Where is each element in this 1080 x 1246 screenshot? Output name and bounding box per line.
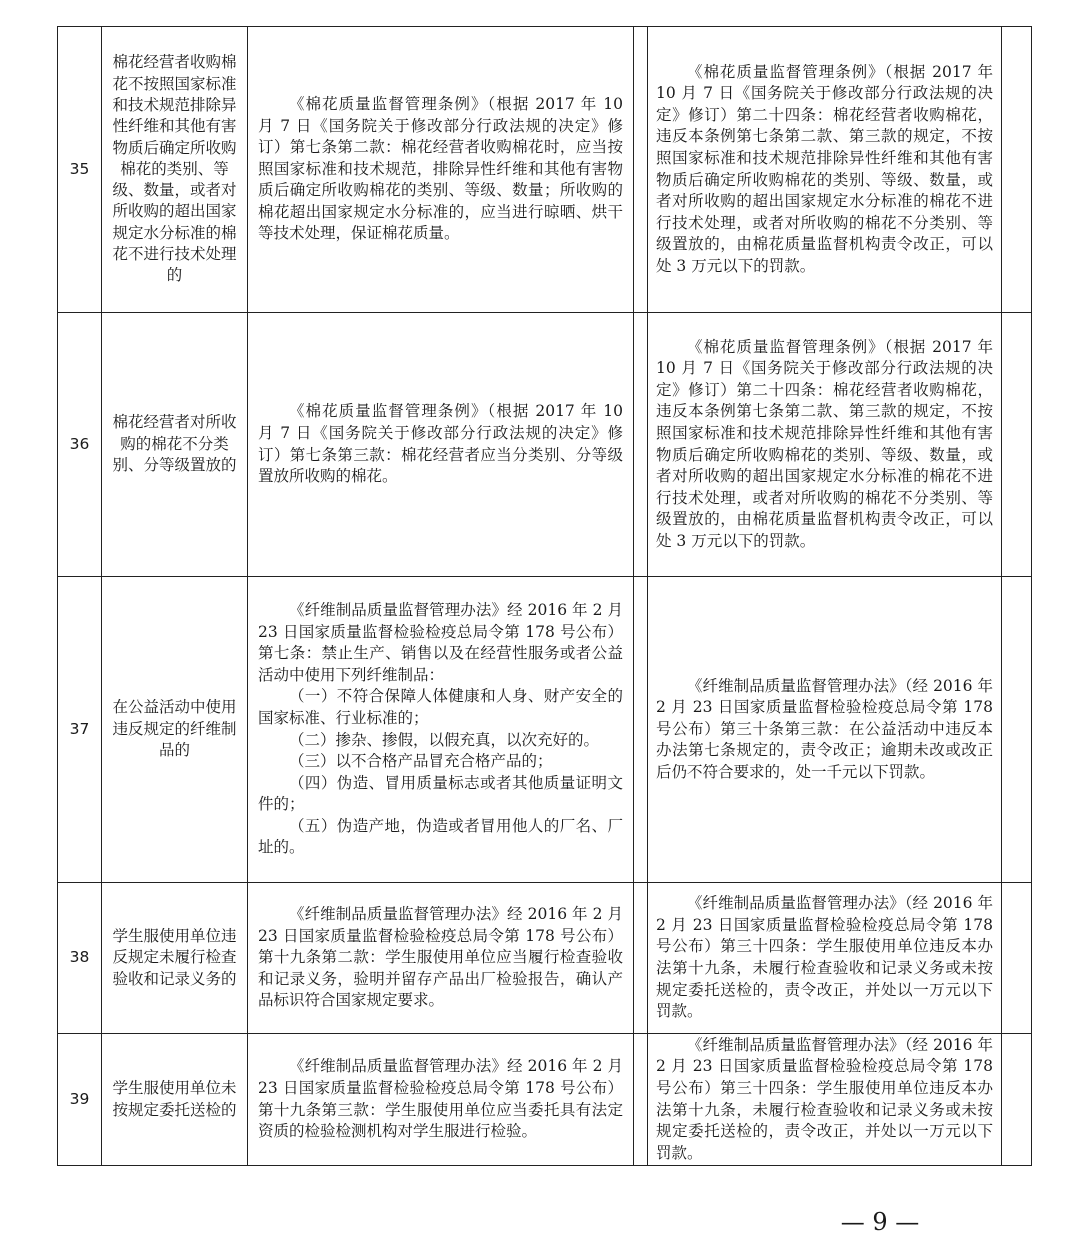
table-row: [58, 577, 1032, 883]
penalty-provision: [648, 883, 1002, 1034]
legal-basis-clause: （三）以不合格产品冒充合格产品的；: [289, 752, 553, 771]
column-divider: [634, 313, 648, 577]
remarks-cell: [1002, 883, 1032, 1034]
legal-basis: [248, 577, 634, 883]
violation-description: 学生服使用单位违反规定未履行检查验收和记录义务的: [102, 883, 248, 1034]
row-number: 37: [58, 577, 102, 883]
penalty-provision: [648, 577, 1002, 883]
remarks-cell: [1002, 313, 1032, 577]
remarks-cell: [1002, 27, 1032, 313]
legal-basis: [248, 27, 634, 313]
remarks-cell: [1002, 577, 1032, 883]
column-divider: [634, 883, 648, 1034]
table-row: [58, 27, 1032, 313]
legal-basis-text: 《棉花质量监督管理条例》（根据 2017 年 10 月 7 日《国务院关于修改部分行政法规的决定》修订）第七条第二款：棉花经营者收购棉花时，应当按照国家标准和技术规范，排除异性纤维和其他有害物质后确定所收购棉花的类别、等级、数量；所收购的棉花超出国家规定水分标准的，应当进行晾晒、烘干等技术处理，保证棉花质量。: [258, 94, 623, 243]
legal-basis: [248, 313, 634, 577]
column-divider: [634, 577, 648, 883]
legal-basis-clause: （二）掺杂、掺假，以假充真，以次充好的。: [289, 730, 600, 749]
violation-description: 在公益活动中使用违反规定的纤维制品的: [102, 577, 248, 883]
row-number: 39: [58, 1034, 102, 1166]
legal-basis-text: 《纤维制品质量监督管理办法》经 2016 年 2 月 23 日国家质量监督检验检疫总局令第 178 号公布）第十九条第三款：学生服使用单位应当委托具有法定资质的检验检测机构对学生服进行检验。: [258, 1057, 623, 1141]
remarks-cell: [1002, 1034, 1032, 1166]
penalty-text: 《棉花质量监督管理条例》（根据 2017 年 10 月 7 日《国务院关于修改部分行政法规的决定》修订）第二十四条：棉花经营者收购棉花，违反本条例第七条第二款、第三款的规定，不按照国家标准和技术规范排除异性纤维和其他有害物质后确定所收购棉花的类别、等级、数量，或者对所收购的超出国家规定水分标准的棉花不进行技术处理，或者对所收购的棉花不分类别、等级置放的，由棉花质量监督机构责令改正，可以处 3 万元以下的罚款。: [656, 62, 993, 275]
legal-basis-text: 《纤维制品质量监督管理办法》经 2016 年 2 月 23 日国家质量监督检验检疫总局令第 178 号公布）第十九条第二款：学生服使用单位应当履行检查验收和记录义务，验明并留存产品出厂检验报告，确认产品标识符合国家规定要求。: [258, 905, 623, 1010]
legal-basis-clause: （五）伪造产地，伪造或者冒用他人的厂名、厂址的。: [258, 816, 623, 857]
penalty-provision: [648, 313, 1002, 577]
legal-basis-clause: （四）伪造、冒用质量标志或者其他质量证明文件的；: [258, 773, 623, 814]
row-number: 35: [58, 27, 102, 313]
page-number: — 9 —: [840, 1208, 920, 1236]
row-number: 38: [58, 883, 102, 1034]
penalty-text: 《棉花质量监督管理条例》（根据 2017 年 10 月 7 日《国务院关于修改部分行政法规的决定》修订）第二十四条：棉花经营者收购棉花，违反本条例第七条第二款、第三款的规定，不按照国家标准和技术规范排除异性纤维和其他有害物质后确定所收购棉花的类别、等级、数量，或者对所收购的超出国家规定水分标准的棉花不进行技术处理，或者对所收购的棉花不分类别、等级置放的，由棉花质量监督机构责令改正，可以处 3 万元以下的罚款。: [656, 337, 993, 550]
penalty-text: 《纤维制品质量监督管理办法》（经 2016 年 2 月 23 日国家质量监督检验检疫总局令第 178 号公布）第三十条第三款：在公益活动中违反本办法第七条规定的，责令改正；逾期未改或改正后仍不符合要求的，处一千元以下罚款。: [656, 676, 993, 781]
violation-description: 棉花经营者收购棉花不按照国家标准和技术规范排除异性纤维和其他有害物质后确定所收购棉花的类别、等级、数量，或者对所收购的超出国家规定水分标准的棉花不进行技术处理的: [102, 27, 248, 313]
legal-basis: [248, 1034, 634, 1166]
column-divider: [634, 27, 648, 313]
penalty-table: [57, 26, 1032, 1166]
penalty-provision: [648, 1034, 1002, 1166]
violation-description: 棉花经营者对所收购的棉花不分类别、分等级置放的: [102, 313, 248, 577]
violation-description: 学生服使用单位未按规定委托送检的: [102, 1034, 248, 1166]
column-divider: [634, 1034, 648, 1166]
penalty-provision: [648, 27, 1002, 313]
table-row: [58, 1034, 1032, 1166]
row-number: 36: [58, 313, 102, 577]
legal-basis: [248, 883, 634, 1034]
table-row: [58, 313, 1032, 577]
table-row: [58, 883, 1032, 1034]
penalty-text: 《纤维制品质量监督管理办法》（经 2016 年 2 月 23 日国家质量监督检验检疫总局令第 178 号公布）第三十四条：学生服使用单位违反本办法第十九条，未履行检查验收和记录义务或未按规定委托送检的，责令改正，并处以一万元以下罚款。: [656, 1035, 993, 1162]
legal-basis-clause: （一）不符合保障人体健康和人身、财产安全的国家标准、行业标准的；: [258, 687, 623, 727]
legal-basis-text: 《纤维制品质量监督管理办法》经 2016 年 2 月 23 日国家质量监督检验检疫总局令第 178 号公布）第七条：禁止生产、销售以及在经营性服务或者公益活动中使用下列纤维制品：: [258, 600, 623, 684]
legal-basis-text: 《棉花质量监督管理条例》（根据 2017 年 10 月 7 日《国务院关于修改部分行政法规的决定》修订）第七条第三款：棉花经营者应当分类别、分等级置放所收购的棉花。: [258, 402, 623, 486]
penalty-text: 《纤维制品质量监督管理办法》（经 2016 年 2 月 23 日国家质量监督检验检疫总局令第 178 号公布）第三十四条：学生服使用单位违反本办法第十九条，未履行检查验收和记录义务或未按规定委托送检的，责令改正，并处以一万元以下罚款。: [656, 894, 993, 1021]
